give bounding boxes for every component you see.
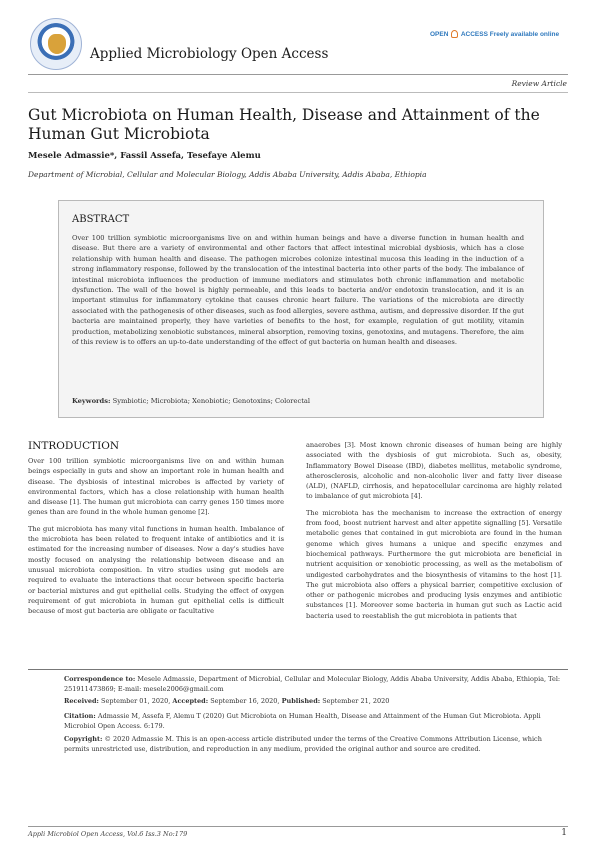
accepted-label: Accepted: (172, 697, 209, 705)
header-divider (28, 74, 568, 75)
section-heading-introduction: INTRODUCTION (28, 440, 120, 452)
copyright-text: © 2020 Admassie M. This is an open-access article distributed under the terms of the Creative Commons Attribution License, which permits unrestricted use, distribution, and reproduction in any medium, provided the original author and source are credited. (64, 735, 542, 753)
article-title: Gut Microbiota on Human Health, Disease and Attainment of the Human Gut Microbiota (28, 106, 540, 143)
logo-emblem-icon (48, 34, 66, 54)
open-lock-icon (451, 30, 458, 38)
author-affiliation: Department of Microbial, Cellular and Molecular Biology, Addis Ababa University, Addis Ababa, Ethiopia (28, 170, 427, 179)
header-divider-2 (28, 92, 568, 93)
body-column-left (28, 456, 284, 622)
copyright-label: Copyright: (64, 735, 103, 743)
abstract-text: Over 100 trillion symbiotic microorganisms live on and within human beings and have a diverse function in human health and disease. But there are a variety of environmental and other factors that affect intestinal microbial dysbiosis, which has a close relationship with human health and disease. The pathogen microbes colonize intestinal mucosa this leading in the induction of a strong inflammatory response, followed by the translocation of the intestinal bacteria into other parts of the body. The imbalance of intestinal microbiota influences the production of immune mediators and stimulates both chronic inflammation and metabolic dysfunction. The wall of the bowel is highly permeable, and this leads to bacteria and/or endotoxin translocation, and it is an important stimulus for inflammatory cytokine that causes chronic heart failure. The variations of the microbiota are directly associated with the pathogenesis of other diseases, such as food allergies, severe asthma, autism, and depressive disorder. If the gut bacteria are maintained properly, they have varieties of benefits to the host, for example, regulation of gut motility, vitamin production, metabolizing xenobiotic substances, mineral absorption, removing toxins, genotoxins, and mutagens. Therefore, the aim of this review is to offers an up-to-date understanding of the effect of gut bacteria on human health and diseases. (72, 234, 524, 347)
footnote-divider (28, 669, 568, 670)
oa-access-label: ACCESS (460, 31, 488, 38)
paragraph: Over 100 trillion symbiotic microorganisms live on and within human beings especially in guts and show an important role in human health and disease. The dysbiosis of intestinal microbes is affected by variety of environmental factors, which has a close relationship with human health and disease [1]. The human gut microbiota can carry genes 150 times more genes than are found in the whole human genome [2]. (28, 457, 284, 517)
paragraph: anaerobes [3]. Most known chronic diseases of human being are highly associated with the dysbiosis of gut microbiota. Such as, obesity, Inflammatory Bowel Disease (IBD), diabetes mellitus, metabolic syndrome, atherosclerosis, alcoholic and non-alcoholic liver and fatty liver disease (ALD), (NAFLD, cirrhosis, and hepatocellular carcinoma are highly related to imbalance of gut microbiota [4]. (306, 441, 562, 501)
received-label: Received: (64, 697, 99, 705)
article-type: Review Article (511, 79, 567, 88)
keywords-label: Keywords: (72, 397, 111, 405)
paragraph: The gut microbiota has many vital functions in human health. Imbalance of the microbiota has been related to frequent intake of antibiotics and it is estimated for the increasing number of diseases. Now a day's studies have mostly focused on analysing the relationship between disease and an unusual microbiota composition. In vitro studies using gut models are required to evaluate the interactions that occur between specific bacteria or bacterial mixtures and gut epithelial cells. Studying the effect of oxygen requirement of gut microbiota in human gut epithelial cells is difficult because of most gut bacteria are obligate or facultative (28, 524, 284, 616)
paragraph: The microbiota has the mechanism to increase the extraction of energy from food, boost nutrient harvest and alter appetite signalling [5]. Versatile metabolic genes that contained in gut microbiota are found in the human genome which gives humans a unique and specific enzymes and biochemical pathways. Furthermore the gut microbiota are beneficial in nutrient acquisition or xenobiotic processing, as well as the metabolism of undigested carbohydrates and the biosynthesis of vitamins to the host [1]. The gut microbiota also offers a physical barrier, competitive exclusion of other or pathogenic microbes and producing lysis enzymes and antibiotic substances [1]. Moreover some bacteria in human gut such as Lactic acid bacteria used to reestablish the gut microbiota in patients that (306, 508, 562, 620)
oa-free-label: Freely available online (489, 31, 560, 38)
journal-logo (30, 18, 82, 70)
citation-note (64, 712, 564, 731)
journal-name: Applied Microbiology Open Access (90, 46, 329, 62)
published-date: September 21, 2020 (322, 697, 390, 705)
published-label: Published: (281, 697, 321, 705)
author-list: Mesele Admassie*, Fassil Assefa, Tesefaye Alemu (28, 151, 261, 161)
body-column-right (306, 440, 562, 627)
oa-open-label: OPEN (430, 31, 449, 38)
received-date: September 01, 2020, (101, 697, 171, 705)
keywords-list: Symbiotic; Microbiota; Xenobiotic; Genotoxins; Colorectal (112, 397, 311, 405)
copyright-note (64, 735, 564, 754)
correspondence-label: Correspondence to: (64, 675, 136, 683)
citation-label: Citation: (64, 712, 96, 720)
correspondence-note (64, 675, 564, 694)
open-access-badge (430, 30, 559, 38)
footer-divider (28, 826, 568, 827)
dates-note (64, 697, 564, 707)
abstract-heading: ABSTRACT (72, 214, 130, 225)
correspondence-text: Mesele Admassie, Department of Microbial, Cellular and Molecular Biology, Addis Ababa University, Addis Ababa, Ethiopia, Tel: 251911473869; E-mail: mesele2006@gmail.com (64, 675, 561, 693)
page-number: 1 (561, 828, 567, 838)
keywords-line (72, 397, 524, 405)
accepted-date: September 16, 2020, (210, 697, 280, 705)
footer-journal-ref: Appli Microbiol Open Access, Vol.6 Iss.3 No:179 (28, 830, 188, 838)
citation-text: Admassie M, Assefa F, Alemu T (2020) Gut Microbiota on Human Health, Disease and Attainment of the Human Gut Microbiota. Appli Microbiol Open Access. 6:179. (64, 712, 541, 730)
